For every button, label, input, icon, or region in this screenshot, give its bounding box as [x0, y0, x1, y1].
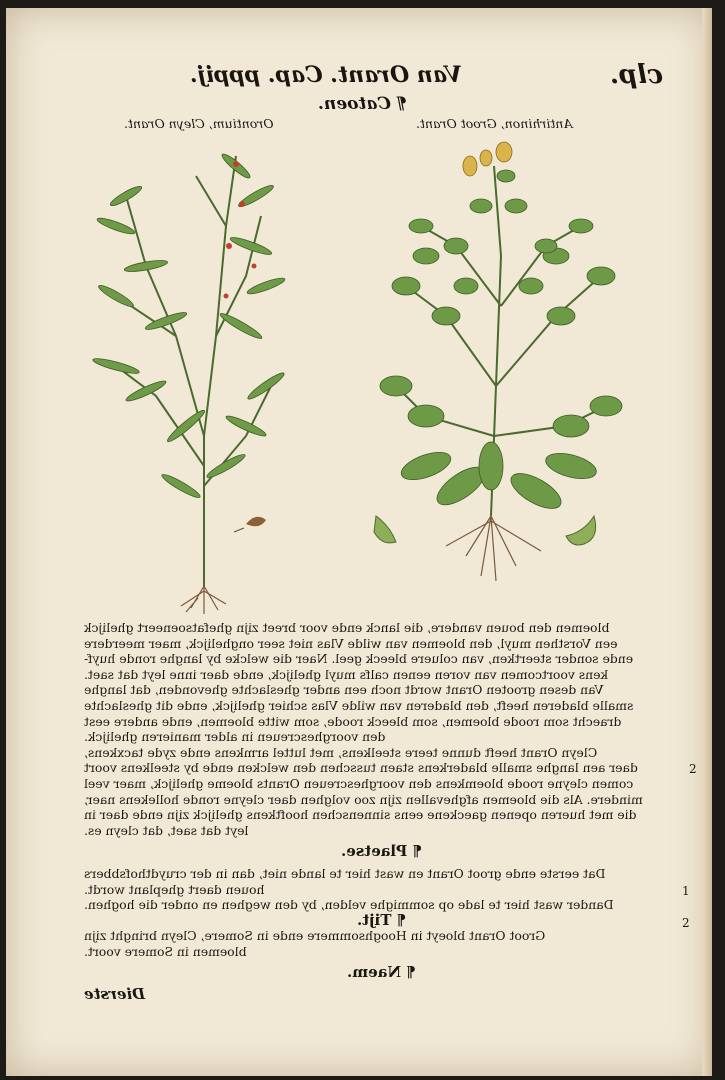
antirhinon-illustration [366, 136, 636, 596]
plaetse-paragraph [84, 866, 679, 913]
catchword: Dierste [84, 987, 146, 1003]
orontium-illustration [86, 136, 296, 616]
text-line: draecht som roode bloemen, som bleeck roode, som witte bloemen, ende andere eest [84, 713, 622, 729]
running-title: Van Orant. Cap. pppij. [190, 62, 463, 88]
text-line: mindere. Als die bloemen afghevallen zijn zoo volghen daer cleyne ronde hollekens naer, [84, 791, 643, 807]
page-edge [702, 8, 712, 1076]
text-line: Cleyn Orant heeft dunne teere steelkens, met luttel armkens ende zyde tacxkens, [84, 744, 598, 760]
text-line: leyt dat saet, dat cleyn es. [84, 822, 249, 838]
section-heading: ¶ Catoen. [318, 94, 408, 114]
text-line: die met hueren openen gaeckene eens sinnenschen hooftkens ghelijck zijn ende daer in [84, 807, 637, 823]
right-plant-label: Antirhinon, Groot Orant. [416, 116, 573, 131]
text-line: bloemen in Somere voort. [84, 943, 247, 959]
left-plant-label: Orontium, Cleyn Orant. [124, 116, 274, 131]
text-line: den voorghescreuen in alder manieren ghelijck. [84, 729, 386, 745]
text-line: smalle bladeren heeft, den bladeren van wilde Vlas schier ghelijck, ende dit gheslachte [84, 697, 634, 713]
text-line: Groot Orant bloeyt in Hooghsommere ende in Somere, Cleyn bringht zijn [84, 928, 546, 944]
naem-heading: ¶ Naem. [347, 965, 416, 982]
tijt-paragraph [84, 928, 679, 959]
text-line: daer aen langhe smalle bladerkens staen tusschen den welcken ende by steelkens voort [84, 760, 638, 776]
text-line: Van desen grooten Orant wordt noch een ander gheslachte ghevonden, dat langhe [84, 682, 604, 698]
text-line: een Vorsthen muyl, den bloemen van wilde Vlas niet seer onghelijck, maer meerdere [84, 635, 618, 651]
text-line: Dat eerste ende groot Orant en wast hier te lande niet, dan in der cruydthofsbbers [84, 865, 606, 881]
book-page [6, 8, 712, 1076]
paragraph-number: 2 [682, 916, 690, 930]
paragraph-number: 1 [682, 884, 690, 898]
paragraph-number: 2 [689, 762, 697, 776]
folio-number: clp. [610, 60, 663, 90]
tijt-heading: ¶ Tijt. [356, 912, 407, 929]
text-line: houen daert gheplant wordt. [84, 881, 265, 897]
text-line: kens voortcomen van voren eenen calfs muyl ghelijck, ende daer inne leyt dat saet. [84, 666, 608, 682]
paragraph-1 [84, 620, 679, 745]
paragraph-2 [84, 745, 679, 839]
plaetse-heading: ¶ Plaetse. [340, 844, 423, 860]
text-line: bloemen den bouen vandere, die lanck ende voor breet zijn ghefatsoeneert ghelijck [84, 620, 610, 635]
text-line: Dander wast hier te lade op sommighe velden, by den weghen en onder die hoghen. [84, 897, 614, 913]
text-line: ende sonder steertken, van coluere bleeck geel. Naer die welcke by langhe ronde huyf- [84, 651, 634, 667]
body-text [84, 620, 679, 1003]
text-line: comen cleyne roode bloemkens den voorghescreuen Orants bloeme ghelijck, maer veel [84, 775, 634, 791]
